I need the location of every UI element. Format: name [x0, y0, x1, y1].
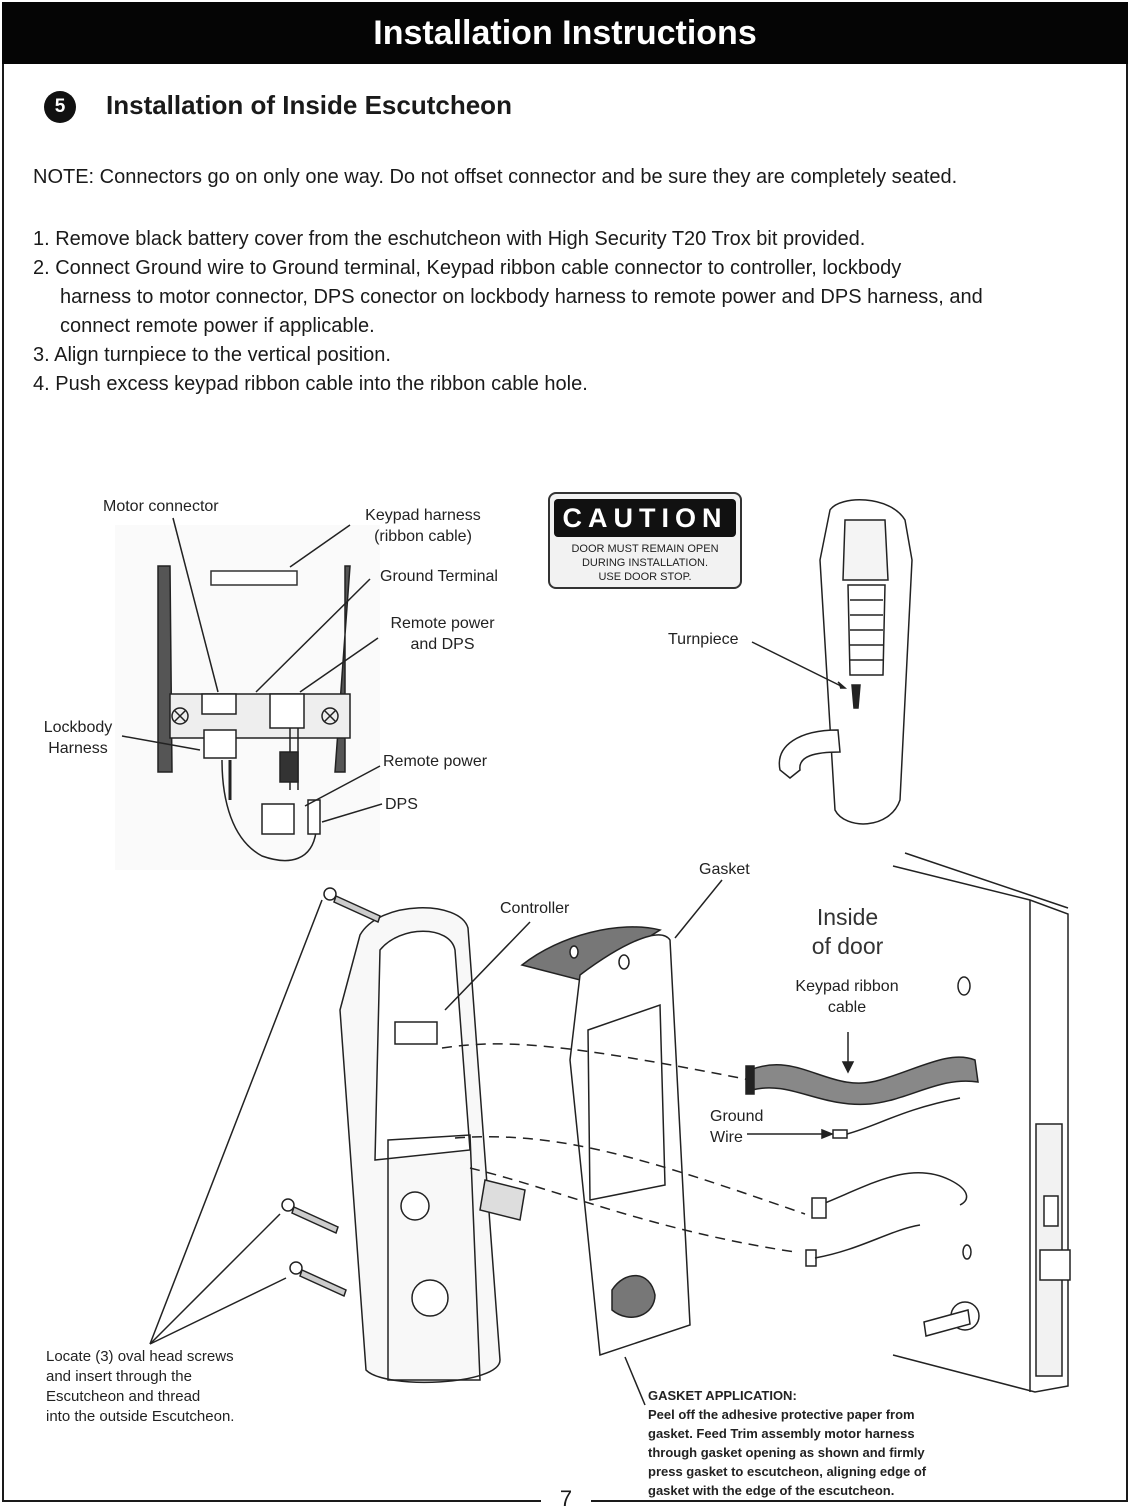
step-2-continued: connect remote power if applicable. [60, 315, 375, 337]
lockbody-harness-label: Lockbody Harness [43, 719, 113, 757]
step-2: 2. Connect Ground wire to Ground terminal, Keypad ribbon cable connector to controller, lockbody [33, 257, 902, 279]
step-4: 4. Push excess keypad ribbon cable into the ribbon cable hole. [33, 373, 588, 395]
inside-of-door-label: Inside of door [811, 904, 884, 959]
controller-label: Controller [500, 900, 570, 917]
door-drawing [893, 853, 1070, 1392]
section-title: Installation of Inside Escutcheon [106, 90, 512, 120]
step-1: 1. Remove black battery cover from the eschutcheon with High Security T20 Trox bit provided. [33, 228, 866, 250]
ground-terminal-label: Ground Terminal [380, 568, 498, 585]
keypad-harness-label: Keypad harness (ribbon cable) [365, 507, 481, 545]
page-number: 7 [541, 1487, 591, 1511]
screw-instructions: Locate (3) oval head screws and insert through the Escutcheon and thread into the outside Escutcheon. [46, 1348, 235, 1425]
ground-wire-label: Ground Wire [710, 1108, 764, 1146]
turnpiece-label: Turnpiece [668, 631, 739, 648]
connector-note: NOTE: Connectors go on only one way. Do not offset connector and be sure they are completely seated. [33, 166, 958, 188]
keypad-lock-drawing [779, 500, 912, 824]
gasket-label: Gasket [699, 861, 750, 878]
step-2-continued: harness to motor connector, DPS conector on lockbody harness to remote power and DPS harness, and [60, 286, 983, 308]
remote-power-dps-label: Remote power and DPS [390, 615, 495, 653]
step-3: 3. Align turnpiece to the vertical position. [33, 344, 391, 366]
escutcheon-drawing [340, 908, 525, 1383]
wiring-photo [115, 525, 380, 870]
caution-text: DOOR MUST REMAIN OPEN DURING INSTALLATION. USE DOOR STOP. [571, 543, 719, 583]
keypad-ribbon-cable-label: Keypad ribbon cable [795, 978, 899, 1016]
remote-power-label: Remote power [383, 753, 488, 770]
step-number-badge: 5 [44, 91, 76, 123]
dps-label: DPS [385, 796, 418, 813]
gasket-note-title: GASKET APPLICATION: [648, 1388, 797, 1403]
gasket-application-note: GASKET APPLICATION: Peel off the adhesive protective paper from gasket. Feed Trim assembly motor harness through gasket opening as shown and firmly press gasket to escutcheon, aligning edge of gasket with the edge of the escutcheon. [648, 1388, 927, 1498]
motor-connector-label: Motor connector [103, 498, 219, 515]
page-header: Installation Instructions [2, 2, 1128, 64]
caution-sign [548, 492, 742, 589]
caution-title: CAUTION [554, 499, 736, 537]
